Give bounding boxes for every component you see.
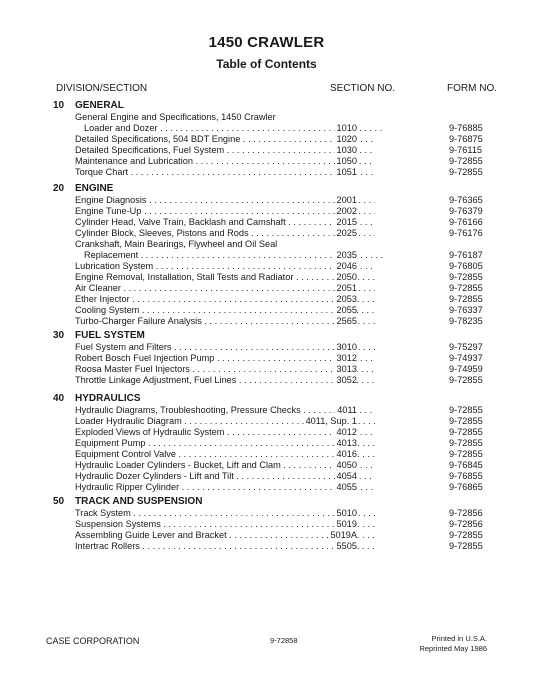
entry-description-text: Track System — [75, 508, 131, 518]
footer-company: CASE CORPORATION — [46, 636, 140, 646]
entry-form-number: 9-76379 — [449, 206, 483, 216]
column-header-division: DIVISION/SECTION — [56, 83, 148, 94]
entry-description — [75, 261, 375, 272]
entry-section-number: 3010 — [336, 342, 357, 352]
entry-form-number: 9-76855 — [449, 471, 483, 481]
entry-form-number: 9-76115 — [449, 145, 483, 155]
entry-description — [75, 316, 375, 327]
entry-description — [75, 438, 375, 449]
entry-section-number: 2565 — [336, 316, 357, 326]
entry-description — [75, 156, 375, 167]
entry-section-number: 4011 — [337, 405, 357, 415]
toc-entry — [0, 364, 533, 375]
entry-section-number: 2046 — [336, 261, 357, 271]
entry-description-text: Air Cleaner — [75, 283, 121, 293]
section-title: TRACK AND SUSPENSION — [75, 496, 203, 507]
toc-entry — [0, 228, 533, 239]
entry-description — [75, 519, 375, 530]
entry-description — [75, 272, 375, 283]
entry-form-number: 9-72855 — [449, 272, 483, 282]
entry-form-number: 9-76875 — [449, 134, 483, 144]
entry-description — [75, 405, 375, 416]
toc-entry — [0, 427, 533, 438]
entry-description — [75, 145, 375, 156]
entry-description-text: Throttle Linkage Adjustment, Fuel Lines — [75, 375, 237, 385]
entry-form-number: 9-72855 — [449, 449, 483, 459]
entry-description — [75, 364, 375, 375]
toc-entry — [0, 438, 533, 449]
section-title: GENERAL — [75, 100, 124, 111]
entry-section-number: 2035 — [336, 250, 357, 260]
section-title: HYDRAULICS — [75, 393, 141, 404]
entry-section-number: 4054 — [336, 471, 357, 481]
toc-entry — [0, 449, 533, 460]
entry-description — [75, 294, 375, 305]
entry-description — [75, 283, 375, 294]
entry-form-number: 9-74959 — [449, 364, 483, 374]
toc-entry — [0, 167, 533, 178]
entry-section-number: 4016 — [336, 449, 357, 459]
section-title: ENGINE — [75, 183, 114, 194]
entry-description-text: Cylinder Head, Valve Train, Backlash and Camshaft — [75, 217, 286, 227]
entry-section-number: 4011, Sup. 1 — [305, 416, 357, 426]
toc-entry — [0, 239, 533, 250]
toc-entry — [0, 272, 533, 283]
entry-section-number: 1051 — [336, 167, 357, 177]
entry-section-number: 2025 — [336, 228, 357, 238]
entry-description-text: Torque Chart — [75, 167, 129, 177]
entry-form-number: 9-74937 — [449, 353, 483, 363]
entry-description — [75, 195, 375, 206]
toc-entry — [0, 134, 533, 145]
entry-description-text: Hydraulic Ripper Cylinder — [75, 482, 180, 492]
toc-entry — [0, 283, 533, 294]
entry-description-text: Hydraulic Loader Cylinders - Bucket, Lift and Clam — [75, 460, 281, 470]
entry-description-text: Replacement — [84, 250, 139, 260]
entry-description-text: Cylinder Block, Sleeves, Pistons and Rods — [75, 228, 249, 238]
entry-form-number: 9-76166 — [449, 217, 483, 227]
toc-entry — [0, 294, 533, 305]
footer-printed: Printed in U.S.A. — [431, 634, 487, 643]
entry-description-text: Robert Bosch Fuel Injection Pump — [75, 353, 215, 363]
entry-description-text: Loader and Dozer — [84, 123, 158, 133]
entry-section-number: 4013 — [336, 438, 357, 448]
toc-entry — [0, 519, 533, 530]
entry-description — [75, 167, 375, 178]
entry-description-text: Intertrac Rollers — [75, 541, 140, 551]
entry-section-number: 3052 — [336, 375, 357, 385]
entry-section-number: 4055 — [336, 482, 357, 492]
section-entries — [0, 405, 533, 493]
entry-description — [75, 541, 375, 552]
entry-description-text: Turbo-Charger Failure Analysis — [75, 316, 202, 326]
section-number: 30 — [53, 330, 65, 341]
entry-description-text: Detailed Specifications, 504 BDT Engine — [75, 134, 241, 144]
toc-entry — [0, 250, 533, 261]
entry-section-number: 2050 — [336, 272, 357, 282]
entry-description-text: Roosa Master Fuel Injectors — [75, 364, 190, 374]
entry-form-number: 9-76845 — [449, 460, 483, 470]
entry-form-number: 9-72855 — [449, 427, 483, 437]
entry-form-number: 9-78235 — [449, 316, 483, 326]
entry-form-number: 9-76176 — [449, 228, 483, 238]
entry-form-number: 9-72855 — [449, 405, 483, 415]
column-header-section-no: SECTION NO. — [330, 83, 396, 94]
toc-entry — [0, 541, 533, 552]
entry-section-number: 1030 — [336, 145, 357, 155]
toc-entry — [0, 375, 533, 386]
entry-description-text: Detailed Specifications, Fuel System — [75, 145, 225, 155]
entry-section-number: 1050 — [336, 156, 357, 166]
entry-description — [75, 471, 375, 482]
entry-description-text: General Engine and Specifications, 1450 Crawler — [75, 112, 276, 122]
entry-description-text: Exploded Views of Hydraulic System — [75, 427, 225, 437]
toc-entry — [0, 261, 533, 272]
entry-description-text: Ether Injector — [75, 294, 130, 304]
toc-entry — [0, 342, 533, 353]
entry-form-number: 9-72855 — [449, 375, 483, 385]
entry-form-number: 9-72855 — [449, 167, 483, 177]
entry-description-text: Equipment Control Valve — [75, 449, 176, 459]
entry-description-text: Hydraulic Dozer Cylinders - Lift and Tilt — [75, 471, 234, 481]
entry-description — [75, 375, 375, 386]
entry-section-number: 5010 — [336, 508, 357, 518]
entry-description — [75, 217, 375, 228]
entry-section-number: 2001 — [336, 195, 357, 205]
entry-section-number: 2053 — [336, 294, 357, 304]
entry-section-number: 2055 — [336, 305, 357, 315]
entry-description — [75, 508, 375, 519]
toc-entry — [0, 353, 533, 364]
entry-description-text: Engine Removal, Installation, Stall Tests and Radiator — [75, 272, 294, 282]
section-number: 40 — [53, 393, 65, 404]
toc-entry — [0, 195, 533, 206]
entry-form-number: 9-72855 — [449, 416, 483, 426]
entry-form-number: 9-76805 — [449, 261, 483, 271]
entry-section-number: 2002 — [336, 206, 357, 216]
toc-entry — [0, 217, 533, 228]
section-number: 10 — [53, 100, 65, 111]
document-subtitle: Table of Contents — [216, 57, 317, 71]
entry-description-text: Equipment Pump — [75, 438, 146, 448]
entry-section-number: 5019 — [336, 519, 357, 529]
entry-description — [75, 239, 375, 250]
entry-description-text: Assembling Guide Lever and Bracket — [75, 530, 227, 540]
toc-entry — [0, 112, 533, 123]
toc-entry — [0, 471, 533, 482]
entry-description — [75, 460, 375, 471]
entry-description — [75, 427, 375, 438]
entry-description-text: Fuel System and Filters — [75, 342, 172, 352]
entry-description — [75, 206, 375, 217]
footer-print-info — [419, 634, 487, 654]
entry-description-text: Engine Tune-Up — [75, 206, 142, 216]
entry-form-number: 9-76365 — [449, 195, 483, 205]
entry-description-text: Hydraulic Diagrams, Troubleshooting, Pressure Checks — [75, 405, 301, 415]
entry-section-number: 5505 — [336, 541, 357, 551]
entry-description — [75, 134, 375, 145]
toc-entry — [0, 123, 533, 134]
entry-description-text: Maintenance and Lubrication — [75, 156, 193, 166]
section-number: 20 — [53, 183, 65, 194]
toc-entry — [0, 416, 533, 427]
toc-entry — [0, 508, 533, 519]
entry-section-number: 3013 — [336, 364, 357, 374]
entry-section-number: 4050 — [336, 460, 357, 470]
entry-description-text: Crankshaft, Main Bearings, Flywheel and Oil Seal — [75, 239, 278, 249]
toc-entry — [0, 530, 533, 541]
entry-section-number: 1020 — [336, 134, 357, 144]
entry-description-text: Lubrication System — [75, 261, 154, 271]
entry-section-number: 3012 — [336, 353, 357, 363]
entry-section-number: 1010 — [336, 123, 357, 133]
entry-form-number: 9-72855 — [449, 541, 483, 551]
toc-entry — [0, 156, 533, 167]
entry-description — [75, 353, 375, 364]
entry-description — [75, 112, 375, 123]
section-entries — [0, 195, 533, 327]
toc-entry — [0, 460, 533, 471]
entry-description-text: Suspension Systems — [75, 519, 161, 529]
entry-form-number: 9-76337 — [449, 305, 483, 315]
footer-reprinted: Reprinted May 1986 — [419, 644, 487, 653]
section-number: 50 — [53, 496, 65, 507]
toc-entry — [0, 206, 533, 217]
entry-form-number: 9-76187 — [449, 250, 483, 260]
section-entries — [0, 342, 533, 386]
entry-form-number: 9-76865 — [449, 482, 483, 492]
entry-description — [75, 449, 375, 460]
entry-description-text: Loader Hydraulic Diagram — [75, 416, 182, 426]
toc-entry — [0, 405, 533, 416]
toc-entry — [0, 316, 533, 327]
entry-description-text: Engine Diagnosis — [75, 195, 147, 205]
entry-form-number: 9-72855 — [449, 156, 483, 166]
footer-form-number: 9-72858 — [270, 636, 298, 645]
entry-form-number: 9-72856 — [449, 519, 483, 529]
entry-section-number: 5019A — [330, 530, 357, 540]
entry-description — [75, 228, 375, 239]
toc-entry — [0, 305, 533, 316]
entry-description — [75, 482, 375, 493]
entry-form-number: 9-72856 — [449, 508, 483, 518]
column-header-form-no: FORM NO. — [447, 83, 497, 94]
toc-entry — [0, 482, 533, 493]
section-entries — [0, 112, 533, 178]
entry-form-number: 9-76885 — [449, 123, 483, 133]
entry-description — [75, 305, 375, 316]
entry-description-text: Cooling System — [75, 305, 140, 315]
section-entries — [0, 508, 533, 552]
entry-section-number: 2015 — [336, 217, 357, 227]
document-title: 1450 CRAWLER — [208, 34, 325, 51]
entry-form-number: 9-72855 — [449, 438, 483, 448]
entry-form-number: 9-72855 — [449, 294, 483, 304]
entry-form-number: 9-72855 — [449, 283, 483, 293]
entry-section-number: 4012 — [336, 427, 357, 437]
entry-form-number: 9-72855 — [449, 530, 483, 540]
entry-description — [75, 342, 375, 353]
entry-form-number: 9-75297 — [449, 342, 483, 352]
section-title: FUEL SYSTEM — [75, 330, 145, 341]
toc-entry — [0, 145, 533, 156]
entry-section-number: 2051 — [336, 283, 357, 293]
